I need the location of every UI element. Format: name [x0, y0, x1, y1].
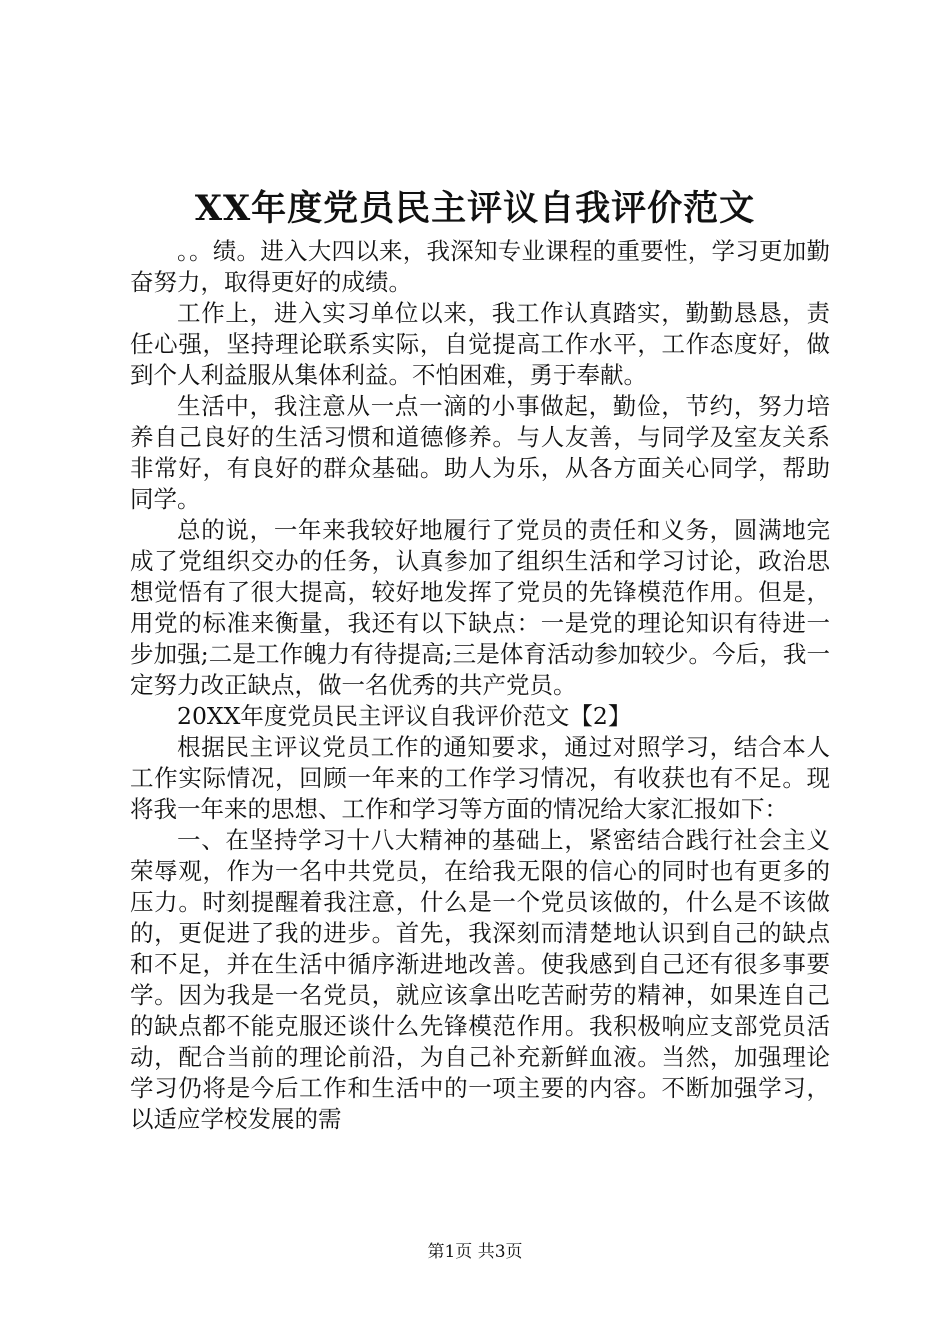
document-title: XX年度党员民主评议自我评价范文 — [194, 188, 756, 229]
paragraph: 一、在坚持学习十八大精神的基础上，紧密结合践行社会主义荣辱观，作为一名中共党员，在给我无限的信心的同时也有更多的压力。时刻提醒着我注意，什么是一个党员该做的，什么是不该做的，更促进了我的进步。首先，我深刻而清楚地认识到自己的缺点和不足，并在生活中循序渐进地改善。使我感到自己还有很多事要学。因为我是一名党员，就应该拿出吃苦耐劳的精神，如果连自己的缺点都不能克服还谈什么先锋模范作用。我积极响应支部党员活动，配合当前的理论前沿，为自己补充新鲜血液。当然，加强理论学习仍将是今后工作和生活中的一项主要的内容。不断加强学习，以适应学校发展的需 — [130, 826, 830, 1133]
paragraph: 总的说，一年来我较好地履行了党员的责任和义务，圆满地完成了党组织交办的任务，认真参加了组织生活和学习讨论，政治思想觉悟有了很大提高，较好地发挥了党员的先锋模范作用。但是，用党的标准来衡量，我还有以下缺点：一是党的理论知识有待进一步加强;二是工作魄力有待提高;三是体育活动参加较少。今后，我一定努力改正缺点，做一名优秀的共产党员。 — [130, 516, 830, 699]
page-footer: 第1页 共3页 — [427, 1242, 523, 1262]
paragraph: 生活中，我注意从一点一滴的小事做起，勤俭，节约，努力培养自己良好的生活习惯和道德修养。与人友善，与同学及室友关系非常好，有良好的群众基础。助人为乐，从各方面关心同学，帮助同学。 — [130, 392, 830, 513]
paragraph: 根据民主评议党员工作的通知要求，通过对照学习，结合本人工作实际情况，回顾一年来的工作学习情况，有收获也有不足。现将我一年来的思想、工作和学习等方面的情况给大家汇报如下： — [130, 733, 830, 823]
paragraph: 。。绩。进入大四以来，我深知专业课程的重要性，学习更加勤奋努力，取得更好的成绩。 — [130, 237, 830, 296]
section-heading: 20XX年度党员民主评议自我评价范文【2】 — [177, 702, 632, 730]
paragraph: 工作上，进入实习单位以来，我工作认真踏实，勤勤恳恳，责任心强，坚持理论联系实际，自觉提高工作水平，工作态度好，做到个人利益服从集体利益。不怕困难，勇于奉献。 — [130, 299, 830, 389]
document-body — [130, 236, 830, 1135]
